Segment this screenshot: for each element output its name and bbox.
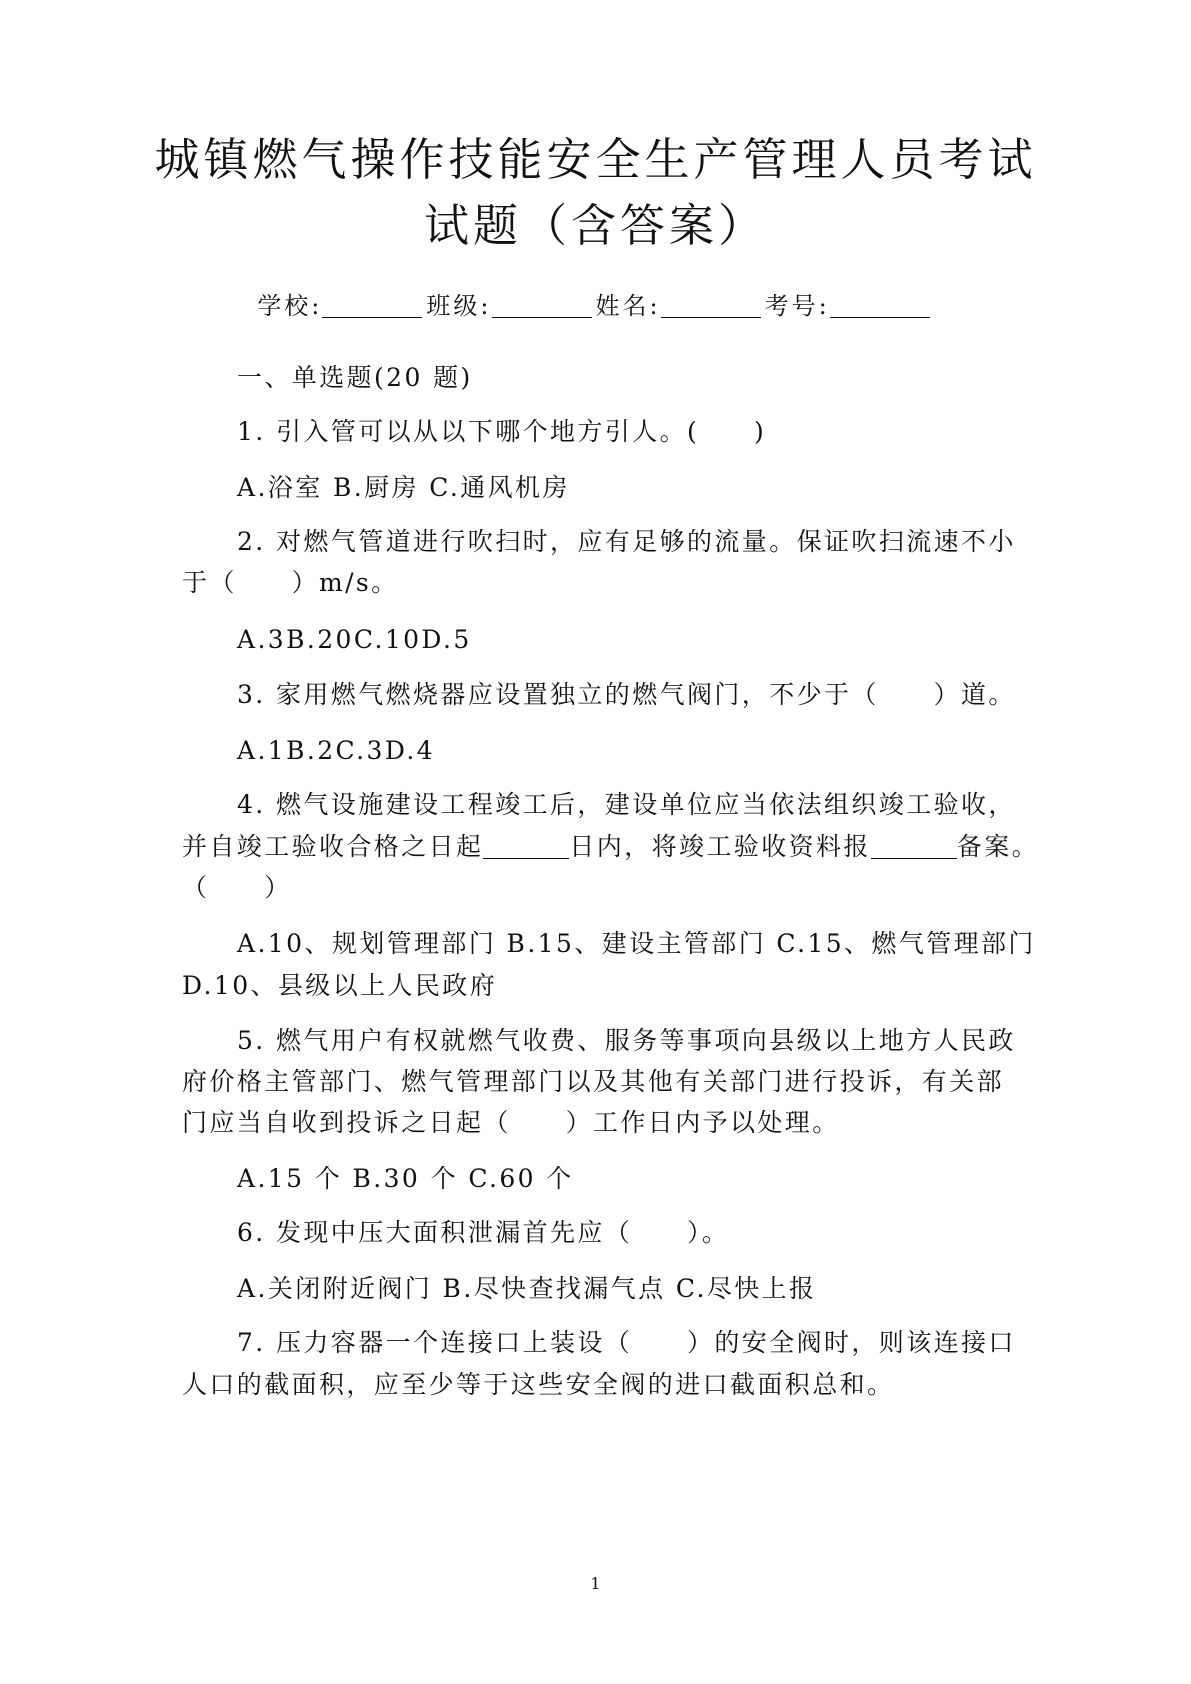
- q4-options-line2: D.10、县级以上人民政府: [182, 971, 498, 1000]
- q5-text-line2: 府价格主管部门、燃气管理部门以及其他有关部门进行投诉，有关部: [182, 1067, 1005, 1096]
- q6-options: A.关闭附近阀门 B.尽快查找漏气点 C.尽快上报: [237, 1274, 817, 1303]
- name-label: 姓名:: [595, 292, 661, 320]
- q4-options-line1: A.10、规划管理部门 B.15、建设主管部门 C.15、燃气管理部门: [237, 929, 1036, 958]
- q4-line2-part1: 并自竣工验收合格之日起: [182, 832, 484, 861]
- q3-text: 3. 家用燃气燃烧器应设置独立的燃气阀门，不少于（ ）道。: [237, 680, 1016, 709]
- q4-text-line3: （ ）: [182, 873, 292, 902]
- class-blank: [492, 293, 592, 318]
- page-number: 1: [590, 1574, 601, 1593]
- doc-title-line1: 城镇燃气操作技能安全生产管理人员考试: [154, 133, 1037, 186]
- student-info-row: [0, 286, 1191, 321]
- school-blank: [322, 293, 422, 318]
- number-label: 考号:: [764, 292, 830, 320]
- class-label: 班级:: [426, 292, 492, 320]
- q1-text: 1. 引入管可以从以下哪个地方引人。( ): [237, 417, 767, 446]
- q4-line2-part2: 日内，将竣工验收资料报: [569, 832, 871, 861]
- q4-text-line2: [182, 830, 1039, 864]
- q6-text: 6. 发现中压大面积泄漏首先应（ ）。: [237, 1218, 730, 1247]
- school-label: 学校:: [257, 292, 323, 320]
- q5-text-line1: 5. 燃气用户有权就燃气收费、服务等事项向县级以上地方人民政: [237, 1026, 1016, 1055]
- q3-options: A.1B.2C.3D.4: [237, 736, 436, 765]
- doc-title-line2: 试题（含答案）: [423, 199, 767, 252]
- q2-text-line2: 于（ ）m/s。: [182, 568, 399, 597]
- q7-text-line2: 人口的截面积，应至少等于这些安全阀的进口截面积总和。: [182, 1370, 895, 1399]
- number-blank: [830, 293, 930, 318]
- q5-options: A.15 个 B.30 个 C.60 个: [237, 1164, 574, 1193]
- q2-text-line1: 2. 对燃气管道进行吹扫时，应有足够的流量。保证吹扫流速不小: [237, 527, 1016, 556]
- section-heading: 一、单选题(20 题): [237, 363, 473, 392]
- q4-text-line1: 4. 燃气设施建设工程竣工后，建设单位应当依法组织竣工验收，: [237, 790, 1016, 819]
- q4-line2-part3: 备案。: [956, 832, 1040, 861]
- name-blank: [661, 293, 761, 318]
- q7-text-line1: 7. 压力容器一个连接口上装设（ ）的安全阀时，则该连接口: [237, 1328, 1016, 1357]
- q4-blank-dept: [871, 834, 957, 859]
- q5-text-line3: 门应当自收到投诉之日起（ ）工作日内予以处理。: [182, 1108, 840, 1137]
- q4-blank-days: [483, 834, 569, 859]
- q2-options: A.3B.20C.10D.5: [237, 625, 472, 654]
- q1-options: A.浴室 B.厨房 C.通风机房: [237, 473, 570, 502]
